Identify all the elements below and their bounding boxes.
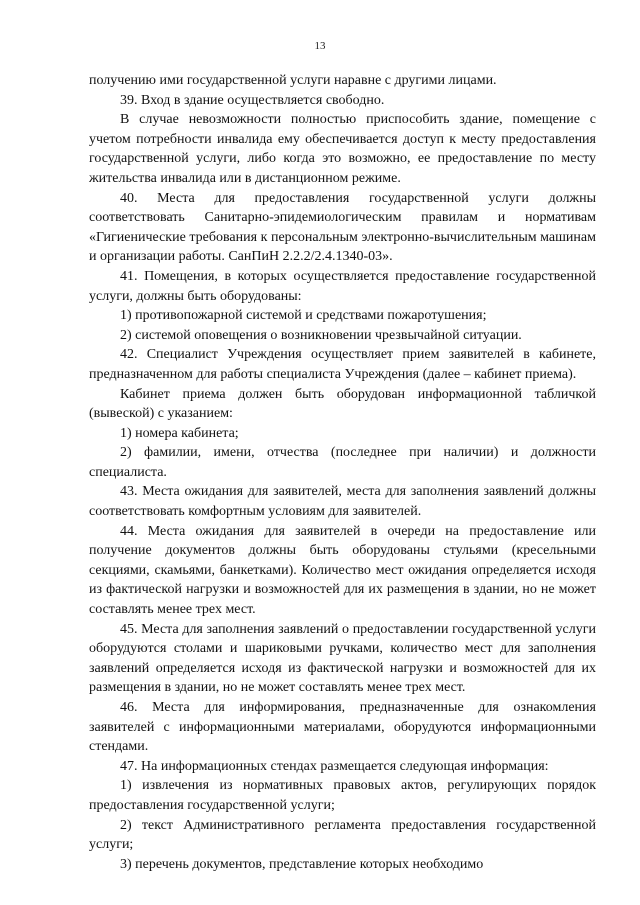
paragraph: 47. На информационных стендах размещается следующая информация: [120,758,549,774]
paragraph: 42. Специалист Учреждения осуществляет прием заявителей в кабинете, предназначенном для работы специалиста Учреждения (далее – кабинет приема). [89,347,596,382]
paragraph: 1) извлечения из нормативных правовых актов, регулирующих порядок предоставления государственной услуги; [89,778,596,813]
paragraph: получению ими государственной услуги наравне с другими лицами. [89,73,497,88]
paragraph: 1) противопожарной системой и средствами пожаротушения; [120,308,487,324]
paragraph: 46. Места для информирования, предназначенные для ознакомления заявителей с информационными материалами, оборудуются информационными стендами. [89,700,596,755]
paragraph: 2) фамилии, имени, отчества (последнее при наличии) и должности специалиста. [89,445,596,480]
paragraph: 3) перечень документов, представление которых необходимо [120,856,484,872]
paragraph: 1) номера кабинета; [120,425,239,441]
paragraph: 2) системой оповещения о возникновении чрезвычайной ситуации. [120,327,522,343]
paragraph: 41. Помещения, в которых осуществляется предоставление государственной услуги, должны быть оборудованы: [89,268,596,304]
paragraph: 45. Места для заполнения заявлений о предоставлении государственной услуги оборудуются столами и шариковыми ручками, количество мест для заполнения заявлений определяется исходя из фактической нагрузки и возможностей для их размещения в здании, но не может составлять менее трех мест. [89,621,596,696]
page-number: 13 [314,40,326,52]
paragraph: В случае невозможности полностью приспособить здание, помещение с учетом потребности инвалида ему обеспечивается доступ к месту предоставления государственной услуги, либо когда это возможно, ее предоставление по месту жительства инвалида или в дистанционном режиме. [89,112,596,186]
paragraph: 39. Вход в здание осуществляется свободно. [120,92,385,108]
paragraph: 43. Места ожидания для заявителей, места для заполнения заявлений должны соответствовать комфортным условиям для заявителей. [89,484,596,520]
paragraph: 44. Места ожидания для заявителей в очереди на предоставление или получение документов должны быть оборудованы стульями (кресельными секциями, скамьями, банкетками). Количество мест ожидания определяется исходя из фактической нагрузки и возможностей для их размещения в здании, но не может составлять менее трех мест. [89,523,596,618]
paragraph: 40. Места для предоставления государственной услуги должны соответствовать Санитарно-эпидемиологическим правилам и нормативам «Гигиенические требования к персональным электронно-вычислительным машинам и организации работы. СанПиН 2.2.2/2.4.1340-03». [89,190,596,265]
paragraph: 2) текст Административного регламента предоставления государственной услуги; [89,817,596,853]
paragraph: Кабинет приема должен быть оборудован информационной табличкой (вывеской) с указанием: [89,386,596,422]
document-body [89,71,596,874]
